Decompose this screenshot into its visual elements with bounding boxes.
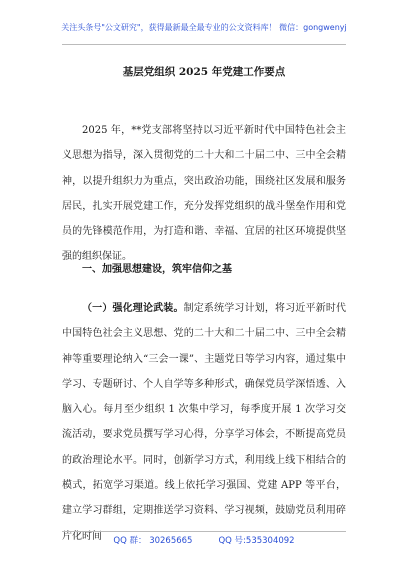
footer-qq-group: QQ 群： 30265665: [113, 536, 193, 546]
footer: [0, 536, 408, 547]
paragraph-1: [62, 296, 346, 549]
footer-qq-number: QQ 号:535304092: [218, 536, 295, 546]
header-divider: [62, 44, 346, 45]
header-banner: 关注头条号"公文研究"，获得最新最全最专业的公文资料库！ 微信：gongwenyj: [61, 23, 347, 32]
intro-paragraph: 2025 年，**党支部将坚持以习近平新时代中国特色社会主义思想为指导，深入贯彻党的二十大和二十届二中、三中全会精神，以提升组织力为重点，突出政治功能，围绕社区发展和服务居民，扎实开展党建工作，充分发挥党组织的战斗堡垒作用和党员的先锋模范作用，为打造和谐、幸福、宜居的社区环境提供坚强的组织保证。: [62, 125, 346, 263]
paragraph-1-body: 制定系统学习计划，将习近平新时代中国特色社会主义思想、党的二十大和二十届二中、三中全会精神等重要理论纳入“三会一课”、主题党日等学习内容，通过集中学习、专题研讨、个人自学等多种形式，确保党员学深悟透、入脑入心。每月至少组织 1 次集中学习，每季度开展 1 次学习交流活动，要求党员撰写学习心得，分享学习体会，不断提高党员的政治理论水平。同时，创新学习方式，利用线上线下相结合的模式，拓宽学习渠道。线上依托学习强国、党建 APP 等平台，建立学习群组，定期推送学习资料、学习视频，鼓励党员利用碎片化时间: [62, 303, 347, 542]
section-heading-1: 一、加强思想建设，筑牢信仰之基: [82, 264, 232, 275]
document-title: 基层党组织 2025 年党建工作要点: [122, 66, 286, 78]
footer-divider: [62, 531, 346, 532]
paragraph-1-lead: （一）强化理论武装。: [82, 303, 184, 314]
